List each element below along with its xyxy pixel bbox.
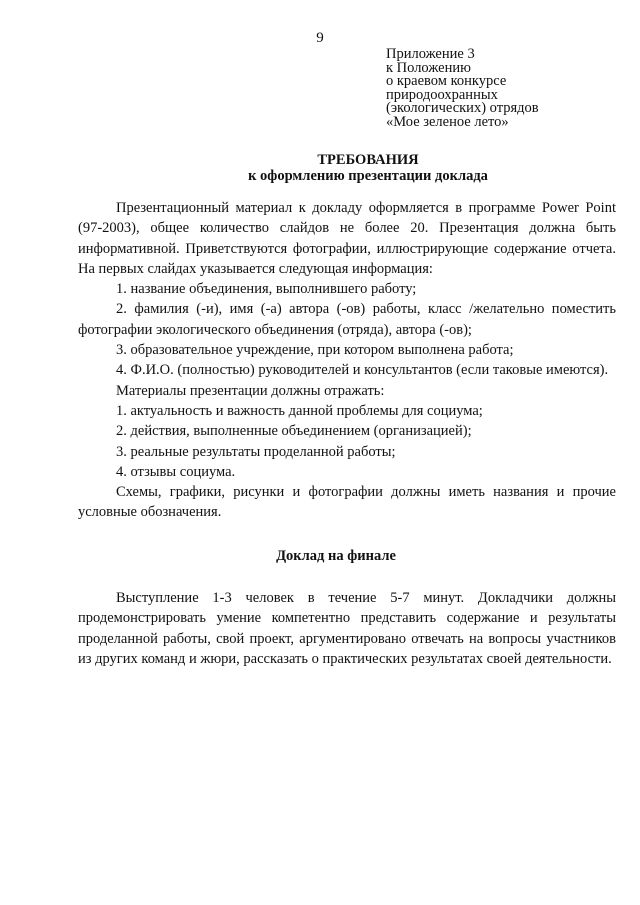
materials-item: 4. отзывы социума. — [116, 463, 236, 480]
first-slides-item: 1. название объединения, выполнившего работу; — [116, 281, 417, 298]
appendix-line: к Положению — [386, 59, 471, 76]
final-report-title: Доклад на финале — [276, 548, 396, 564]
page-number: 9 — [316, 30, 324, 46]
materials-item: 2. действия, выполненные объединением (организацией); — [116, 423, 472, 440]
first-slides-item: 3. образовательное учреждение, при котором выполнена работа; — [116, 342, 514, 359]
materials-item: 1. актуальность и важность данной проблемы для социума; — [116, 402, 483, 419]
appendix-note — [386, 48, 539, 129]
requirements-intro: Презентационный материал к докладу оформляется в программе Power Point (97-2003), общее количество слайдов не более 20. Презентация должна быть информативной. Приветствуются фотографии, иллюстрирующие содержание отчета. На первых слайдах указывается следующая информация: — [78, 200, 616, 277]
materials-item: 3. реальные результаты проделанной работы; — [116, 443, 396, 460]
appendix-line: (экологических) отрядов — [386, 100, 539, 116]
requirements-section — [78, 198, 616, 523]
appendix-line: «Мое зеленое лето» — [386, 113, 509, 130]
first-slides-item: 4. Ф.И.О. (полностью) руководителей и консультантов (если таковые имеются). — [116, 362, 609, 379]
materials-intro: Материалы презентации должны отражать: — [116, 382, 385, 399]
schemes-note: Схемы, графики, рисунки и фотографии должны иметь названия и прочие условные обозначения. — [78, 484, 616, 521]
first-slides-item: 2. фамилия (-и), имя (-а) автора (-ов) работы, класс /желательно поместить фотографии экологического объединения (отряда), автора (-ов); — [78, 301, 616, 338]
final-report-section — [78, 588, 616, 669]
title-line-1: ТРЕБОВАНИЯ — [317, 152, 419, 168]
title-line-2: к оформлению презентации доклада — [248, 168, 488, 184]
final-report-text: Выступление 1-3 человек в течение 5-7 минут. Докладчики должны продемонстрировать умение компетентно представить содержание и результаты проделанной работы, свой проект, аргументировано отвечать на вопросы участников из других команд и жюри, рассказать о практических результатах своей деятельности. — [78, 590, 616, 667]
appendix-line: о краевом конкурсе — [386, 73, 507, 89]
document-title — [0, 152, 640, 184]
appendix-line: Приложение 3 — [386, 46, 475, 62]
appendix-line: природоохранных — [386, 86, 498, 103]
